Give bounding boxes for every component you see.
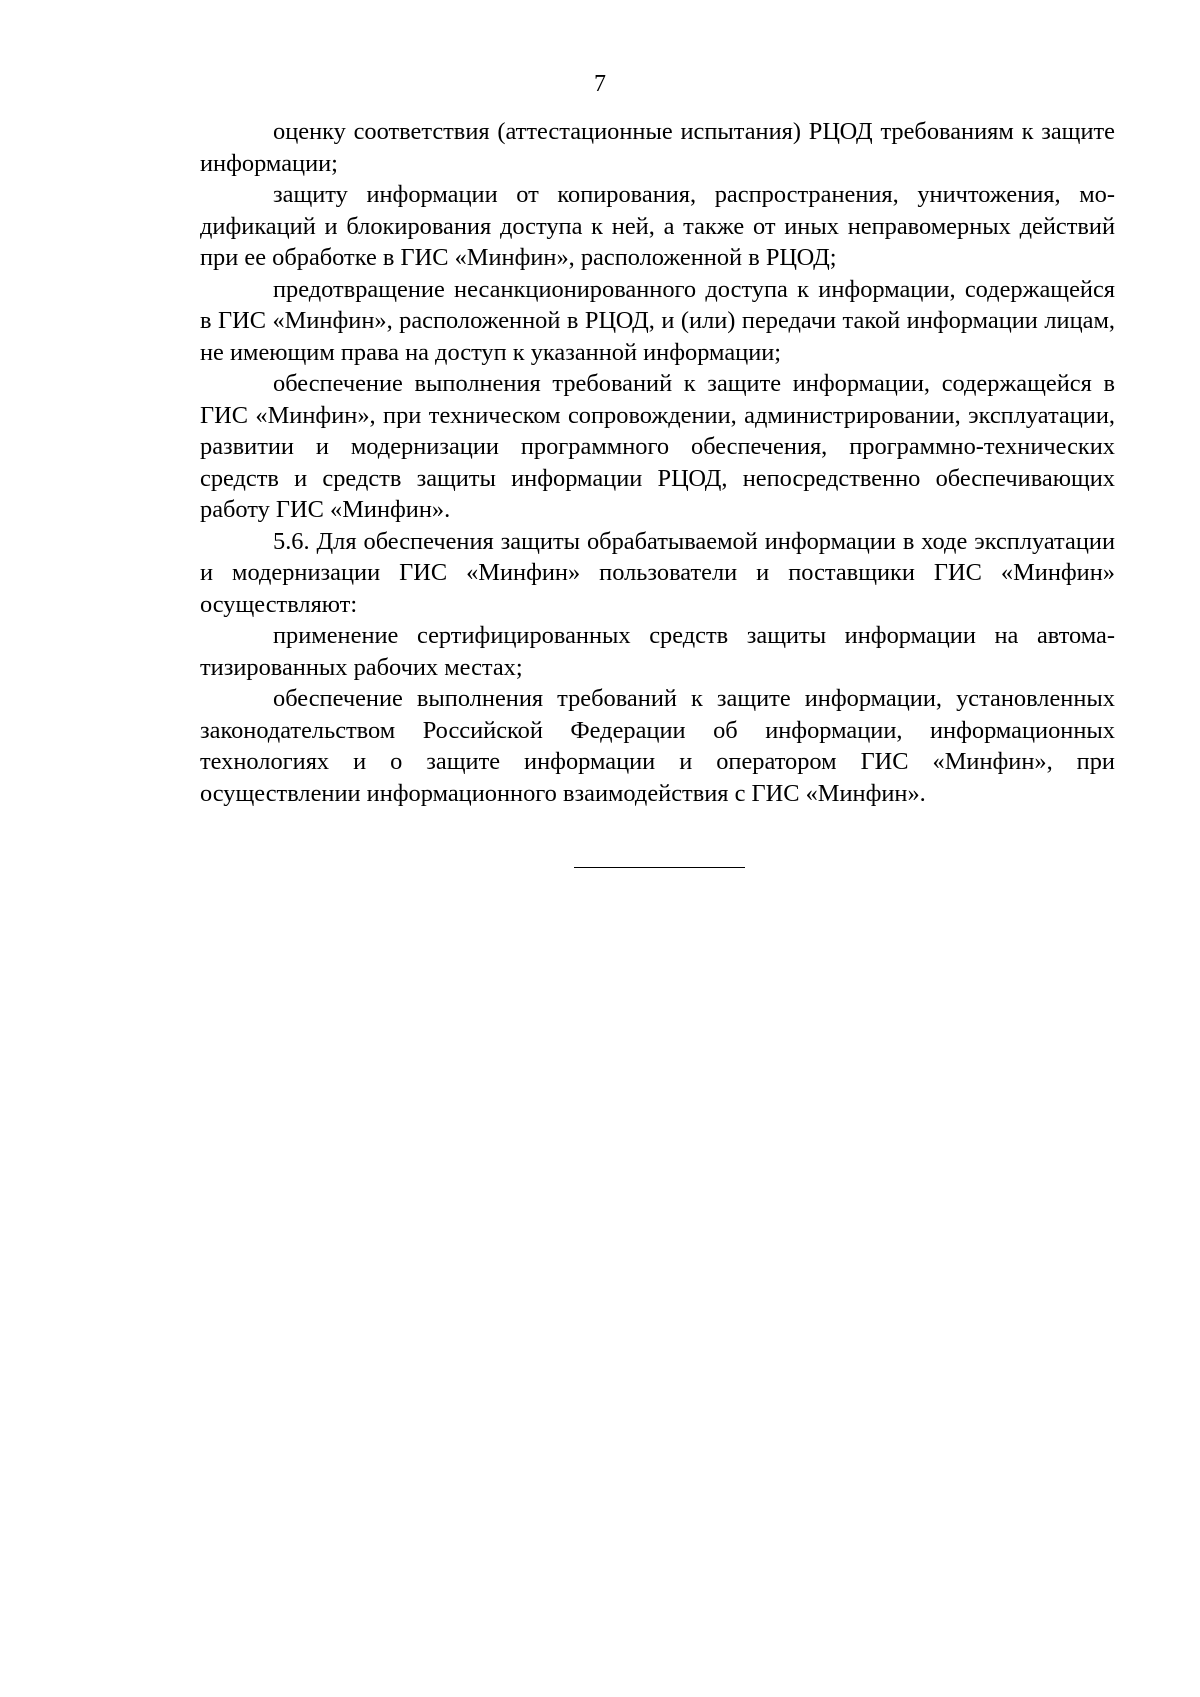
paragraph-requirements-support: обеспечение выполнения требований к защите информации, содержащейся в ГИС «Минфин», при техническом сопровождении, администрировании, эксплуатации, развитии и модернизации программного обеспечения, программно-технических средств и средств защиты информации РЦОД, непосредственно обеспечивающих работу ГИС «Минфин». bbox=[200, 370, 1115, 523]
end-of-text-divider bbox=[574, 867, 745, 868]
paragraph-requirements-compliance: обеспечение выполнения требований к защите информации, установленных законодательством Российской Федерации об информации, информационных технологиях и о защите информации и оператором ГИС «Минфин», при осуществлении информационного взаимодействия с ГИС «Минфин». bbox=[200, 685, 1115, 807]
paragraph-section-5-6: 5.6. Для обеспечения защиты обрабатываемой информации в ходе эксплуатации и модернизации ГИС «Минфин» пользователи и поставщики ГИС «Минфин» осуществляют: bbox=[200, 527, 1115, 618]
paragraph-unauthorized-access-prevention: предотвращение несанкционированного доступа к информации, содержащейся в ГИС «Минфин», расположенной в РЦОД, и (или) передачи такой информации лицам, не имеющим права на доступ к указанной информации; bbox=[200, 275, 1115, 366]
paragraph-information-protection: защиту информации от копирования, распространения, уничтожения, модификаций и блокирования доступа к ней, а также от иных неправомерных действий при ее обработке в ГИС «Минфин», расположенной в РЦОД; bbox=[200, 181, 1115, 271]
paragraph-conformity-assessment: оценку соответствия (аттестационные испытания) РЦОД требованиям к защите информации; bbox=[200, 118, 1115, 177]
paragraph-certified-tools: применение сертифицированных средств защиты информации на автоматизированных рабочих местах; bbox=[200, 622, 1115, 681]
document-body bbox=[200, 116, 1115, 809]
page-number: 7 bbox=[594, 71, 606, 97]
